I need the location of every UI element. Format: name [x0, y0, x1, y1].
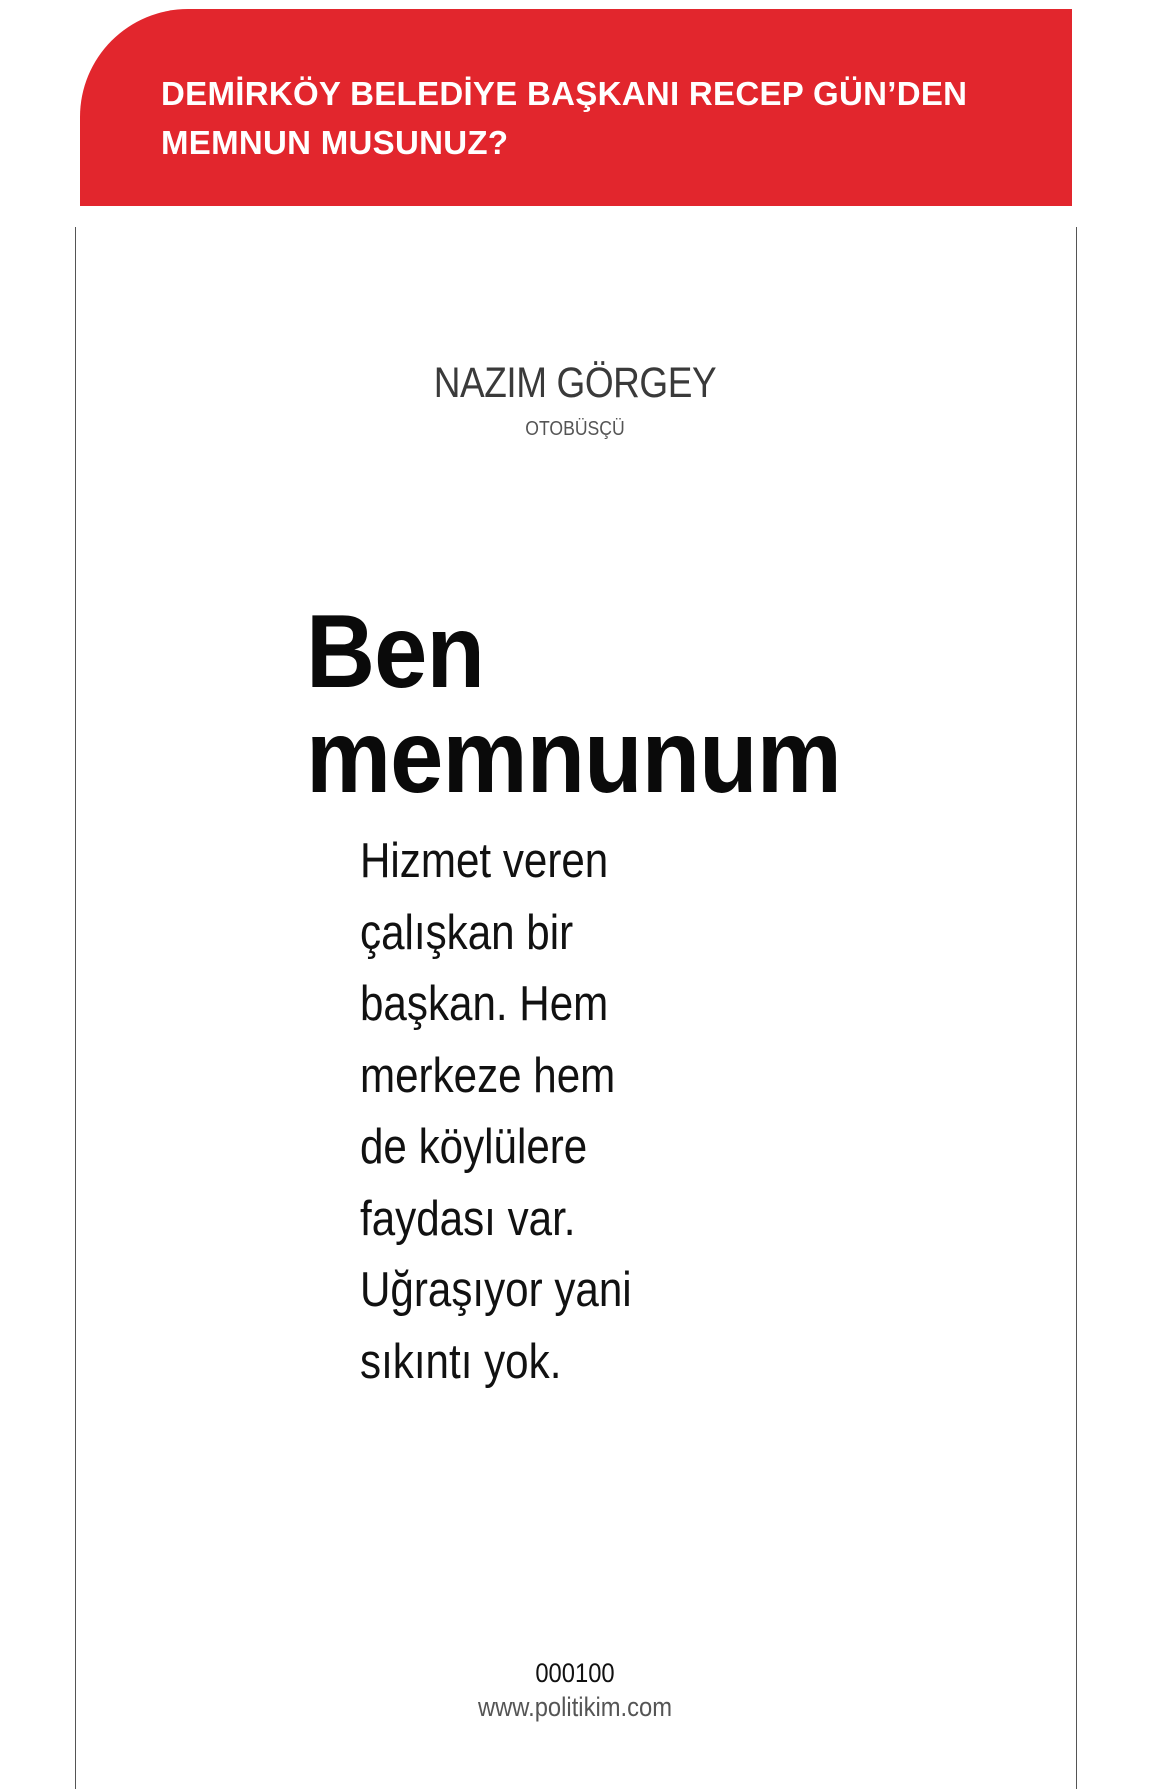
question-banner	[80, 9, 1072, 206]
answer-line: sıkıntı yok.	[360, 1334, 562, 1389]
question-title-line-2: MEMNUN MUSUNUZ?	[161, 124, 509, 161]
person-name: NAZIM GÖRGEY	[433, 359, 717, 407]
footer-code: 000100	[535, 1658, 615, 1688]
answer-line: merkeze hem	[360, 1048, 616, 1103]
answer-text	[360, 826, 632, 1398]
answer-line: Hizmet veren	[360, 834, 609, 888]
answer-line: çalışkan bir	[360, 905, 574, 960]
person-role: OTOBÜSÇÜ	[525, 418, 625, 440]
right-border-line	[1076, 227, 1077, 1789]
answer-line: Uğraşıyor yani	[360, 1263, 632, 1317]
headline-quote	[306, 594, 841, 815]
left-border-line	[75, 227, 76, 1789]
answer-line: de köylülere	[360, 1120, 588, 1174]
answer-line: başkan. Hem	[360, 977, 609, 1031]
headline-line-1: Ben	[306, 594, 485, 710]
question-title	[161, 69, 1032, 167]
answer-line: faydası var.	[360, 1191, 576, 1246]
footer-website-link[interactable]: www.politikim.com	[477, 1692, 673, 1722]
headline-line-2: memnunum	[306, 699, 841, 815]
question-title-line-1: DEMİRKÖY BELEDİYE BAŞKANI RECEP GÜN’DEN	[161, 75, 968, 112]
